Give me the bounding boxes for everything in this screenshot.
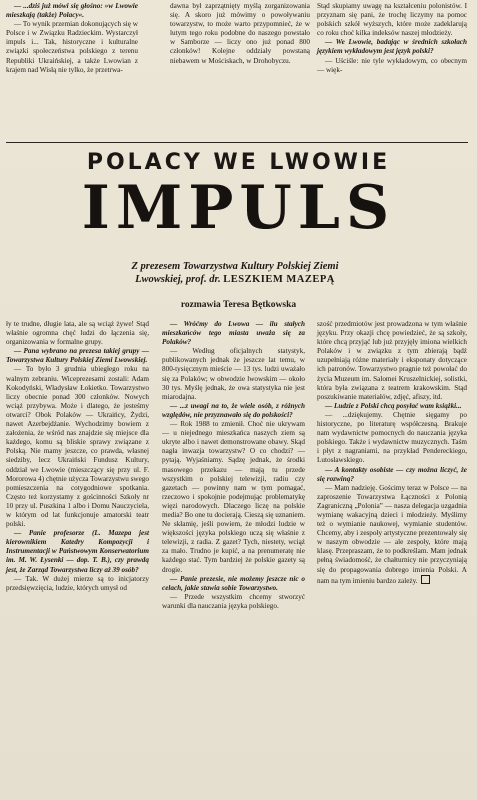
body-column-3 bbox=[317, 320, 467, 586]
question: — ...z uwagi na to, że wiele osób, z różnych względów, nie przyznawało się do polskości? bbox=[162, 401, 305, 419]
paragraph: — Rok 1988 to zmienił. Choć nie ukrywam — u niejednego mieszkańca naszych ziem są ukryte albo i nawet demonstrowane obawy. Skąd nagła inwazja towarzystw? O co chodzi? — pytają. Wyjaśniamy. Sądzę jednak, że środki masowego przekazu — mają tu przede wszystkim o polskiej telewizji, radiu czy gazetach — powinny nam w tym pomagać, rzeczowo i spokojnie podejmując problematykę więzi narodowych. Dlaczego liczę na polskie media? Bo one tu docierają. Cieszą się uznaniem. Ne skłamię, jeśli powiem, że młodzi ludzie w większości języka polskiego uczą się właśnie z telewizji, z radia. Z gazet? Tych, niestety, wciąż za mało. Trudno je kupić, a na prenumeratę nie każdego stać. Tym bardziej że polskie gazety są drogie. bbox=[162, 420, 305, 574]
paragraph: — ...dziś już mówi się głośno: »w Lwowie mieszkają (także) Polacy«. bbox=[6, 2, 138, 20]
paragraph bbox=[317, 484, 467, 586]
paragraph: — Według oficjalnych statystyk, publikowanych jednak że jeszcze lat temu, w 800-tysięcznym mieście — 13 tys. ludzi uważało się za Polaków; w obwodzie lwowskim — około 30 tys. Myślę jednak, że owa statystyka nie jest miarodajna. bbox=[162, 347, 305, 401]
paragraph: — Tak. W dużej mierze są to inicjatorzy przedsięwzięcia, ludzie, których umysł od bbox=[6, 574, 149, 592]
end-of-article-icon bbox=[421, 575, 430, 584]
question: — Pana wybrano na prezesa takiej grupy — Towarzystwa Kultury Polskiej Ziemi Lwowskiej. bbox=[6, 347, 149, 365]
subtitle-prefix: Lwowskiej, prof. dr. bbox=[135, 274, 221, 285]
question: — Ludzie z Polski chcą posyłać wam książki... bbox=[325, 401, 462, 410]
divider-rule bbox=[6, 142, 468, 143]
paragraph: — To było 3 grudnia ubiegłego roku na walnym zebraniu. Wiceprezesami zostali: Adam Kokodyński, Władysław Łokietko. Towarzystwo liczy obecnie ponad 300 członków. Nowych wciąż przybywa. Może i dlatego, że jesteśmy otwarci? Obok Polaków — Ukraińcy, Żydzi, nawet Azerbejdżanie. Wychodzimy bowiem z założenia, że wśród nas znajdzie się miejsce dla każdego, komu są bliskie sprawy związane z Polską. Nie mamy jeszcze, co prawda, własnej siedziby, lecz Ukraiński Fundusz Kultury, oddział we Lwowie (mieszczący się przy ul. F. Mororowa 4) chętnie użycza Towarzystwu swego pomieszczenia na cotygodniowe spotkania. Często też korzystamy z gościnności Szkoły nr 10 przy ul. Puszkina 1 albo i Domu Nauczyciela, w którym od lat funkcjonuje amatorski teatr polski. bbox=[6, 365, 149, 529]
paragraph: — We Lwowie, badając w średnich szkołach językiem wykładowym jest język polski? bbox=[317, 38, 467, 56]
body-column-2 bbox=[162, 320, 305, 611]
paragraph: — Przede wszystkim chcemy stworzyć warunki dla nauczania języka polskiego. bbox=[162, 592, 305, 610]
question: — Wróćmy do Lwowa — ilu stałych mieszkańców tego miasta uważa się za Polaków? bbox=[162, 320, 305, 347]
paragraph: Stąd skupiamy uwagę na kształceniu polonistów. I przyznam się pani, że trochę liczymy na pomoc polskich szkół wyższych, które może zadeklarują co roku choć kilka indeksów naszej młodzieży. bbox=[317, 2, 467, 38]
subtitle bbox=[90, 260, 380, 286]
body-column-1 bbox=[6, 320, 149, 593]
subtitle-line-1: Z prezesem Towarzystwa Kultury Polskiej Ziemi bbox=[131, 261, 339, 272]
top-column-1 bbox=[6, 2, 138, 75]
byline: rozmawia Teresa Bętkowska bbox=[180, 300, 297, 310]
paragraph-text: — Mam nadzieję. Gościmy teraz w Polsce — na zaproszenie Towarzystwa Łączności z Polonią Zagraniczną „Polonia” — nasza delegacja uzgadnia wymianę wakacyjną dzieci i młodzieży. Myślimy też o wymianie naukowej, wymianie studentów. Chcemy, aby i zespoły artystyczne prezentowały się w naszym obwodzie — ale zespoły, które mają klasę. Przepraszam, że to podkreślam. Mam jednak pełną świadomość, że chałturnicy nie przyczyniają się do propagowania dobrego imienia Polski. A nam na tym imieniu bardzo zależy. bbox=[317, 483, 467, 585]
subtitle-line-2 bbox=[90, 273, 380, 286]
paragraph: szość przedmiotów jest prowadzona w tym właśnie języku. Przy okazji chcę powiedzieć, że są szkoły, które chcą przyjąć lub już przyjęły imiona wielkich Polaków i w związku z tym zbierają bądź uzupełniają różne materiały i eksponaty dotyczące ich patronów. Towarzystwo pragnie też powołać do życia Muzeum im. Salomei Kruszelnickiej, solistki, która była związana z teatrem krakowskim. Stąd poszukiwanie materiałów, zdjęć, afiszy, itd. bbox=[317, 320, 467, 401]
paragraph: — ...dziękujemy. Chętnie sięgamy po historyczne, po literaturę współczesną. Brakuje nam wydawnictw pomocnych do nauczania języka polskiego. Także i wydawnictw muzycznych. Taśm i płyt z nagraniami, na przykład Pendereckiego, Lutosławskiego. bbox=[317, 410, 467, 465]
question: — Panie prezesie, nie możemy jeszcze nic o celach, jakie stawia sobie Towarzystwo. bbox=[162, 574, 305, 592]
paragraph: ły te trudne, długie lata, ale są wciąż żywe! Stąd właśnie ogromna chęć ludzi do łączenia się, organizowania w formalne grupy. bbox=[6, 320, 149, 347]
top-column-2 bbox=[170, 2, 310, 66]
paragraph: — Uściśle: nie tyle wykładowym, co obecnym — więk- bbox=[317, 56, 467, 74]
headline: IMPULS bbox=[81, 173, 396, 243]
paragraph: — To wynik przemian dokonujących się w Polsce i w Związku Radzieckim. Wystarczył impuls i... Tak, historyczne i kulturalne związki społeczeństwa polskiego z terenu Republiki Ukraińskiej, a także Lwowian z krajem nad Wisłą nie tylko, że przetrwa- bbox=[6, 20, 138, 74]
interviewee-name: LESZKIEM MAZEPĄ bbox=[223, 274, 335, 285]
section-kicker: POLACY WE LWOWIE bbox=[86, 150, 391, 175]
top-column-3 bbox=[317, 2, 467, 75]
question: — A kontakty osobiste — czy można liczyć, że się rozwiną? bbox=[317, 465, 467, 483]
paragraph: dawna był zaprzątnięty myślą zorganizowania się. A skoro już mówimy o powoływaniu towarzystw, to może warto przypomnieć, że w lutym tego roku podobne do naszego powstało w Samborze — liczy ono już ponad 800 członków! Kolejne oddziały powstaną niebawem w Mościskach, w Drohobyczu. bbox=[170, 2, 310, 65]
question: — Panie profesorze (L. Mazepa jest kierownikiem Katedry Kompozycji i Instrumentacji w Państwowym Konserwatorium im. M. W. Łysenki — dop. T. B.), czy prawdą jest, że Zarząd Towarzystwa liczy aż 39 osób? bbox=[6, 529, 149, 574]
